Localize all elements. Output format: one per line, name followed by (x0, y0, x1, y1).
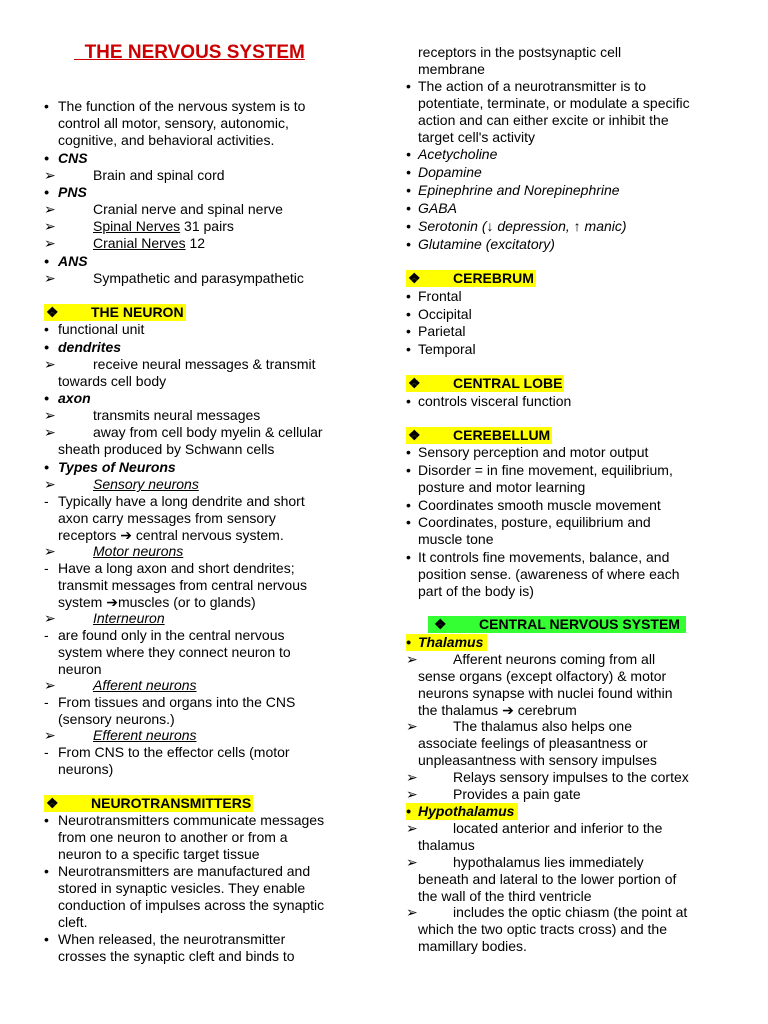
cb3-row (406, 497, 661, 514)
bullet-icon: • (44, 253, 49, 269)
nt3-text-2: crosses the synaptic cleft and binds to (58, 948, 295, 964)
neuron-heading (44, 304, 186, 321)
cranial-nerves-label: Cranial Nerves (93, 235, 186, 251)
bullet-icon: • (406, 200, 411, 216)
motor-text-2: transmit messages from central nervous (58, 577, 307, 593)
ans-item (44, 270, 304, 287)
nt1-row (44, 812, 324, 829)
axon-text-row-1 (44, 407, 260, 424)
cerebrum-heading-text: CEREBRUM (453, 270, 534, 286)
th1-text-3: neurons synapse with nuclei found within (418, 685, 673, 701)
thalamus-label: Thalamus (418, 634, 484, 650)
bullet-icon: • (406, 146, 411, 162)
bullet-icon: • (406, 803, 411, 819)
th2-row (406, 718, 632, 735)
ans-label-row (44, 253, 88, 270)
cerebrum-item-text: Frontal (418, 288, 462, 304)
cb4-row (406, 514, 651, 531)
arrow-bullet-icon: ➢ (44, 218, 56, 234)
cns-heading (428, 616, 686, 633)
neuron-unit-text: functional unit (58, 321, 145, 337)
axon-text-row-2 (44, 424, 323, 441)
cerebrum-heading (406, 270, 536, 287)
cb3-text: Coordinates smooth muscle movement (418, 497, 661, 513)
spinal-nerves-count: 31 pairs (184, 218, 234, 234)
arrow-bullet-icon: ➢ (44, 201, 56, 217)
th2-text-1: The thalamus also helps one (453, 718, 632, 734)
diamond-icon: ❖ (408, 375, 421, 391)
intro-bullet (44, 98, 305, 115)
nt-list-item (406, 146, 497, 163)
cerebrum-item (406, 341, 476, 358)
diamond-icon: ❖ (46, 304, 59, 320)
right-arrow-icon: ➔ (120, 527, 132, 543)
bullet-icon: • (406, 393, 411, 409)
cb5-text-2: position sense. (awareness of where each (418, 566, 680, 582)
neuron-unit (44, 321, 144, 338)
inter-text-2: system where they connect neuron to (58, 644, 291, 660)
page-title (74, 42, 334, 64)
arrow-bullet-icon: ➢ (44, 476, 56, 492)
hy2-text-2: beneath and lateral to the lower portion of (418, 871, 677, 887)
afferent-text-2: (sensory neurons.) (58, 711, 175, 727)
afferent-neurons-label: Afferent neurons (93, 677, 197, 693)
hy2-text-3: the wall of the third ventricle (418, 888, 592, 904)
axon-label-row (44, 390, 91, 407)
arrow-bullet-icon: ➢ (406, 651, 418, 667)
diamond-icon: ❖ (408, 270, 421, 286)
cerebrum-item (406, 323, 465, 340)
hy3-text-3: mamillary bodies. (418, 938, 527, 954)
intro-line-2: control all motor, sensory, autonomic, (58, 115, 289, 131)
sensory-text-3: receptors (58, 527, 117, 543)
neurotransmitters-heading (44, 795, 253, 812)
cranial-nerves-count: 12 (189, 235, 206, 251)
sensory-text-1: Typically have a long dendrite and short (58, 493, 305, 509)
inter-text-row (44, 627, 284, 644)
axon-text-1: transmits neural messages (93, 407, 261, 423)
th1-text-5: cerebrum (517, 702, 577, 718)
central-lobe-heading-text: CENTRAL LOBE (453, 375, 563, 391)
cerebrum-item (406, 306, 472, 323)
dash-icon: - (44, 627, 49, 643)
nt3-text-1: When released, the neurotransmitter (58, 931, 286, 947)
arrow-bullet-icon: ➢ (44, 610, 56, 626)
cb1-text: Sensory perception and motor output (418, 444, 649, 460)
cb1-row (406, 444, 648, 461)
nt1-text-3: neuron to a specific target tissue (58, 846, 260, 862)
title-text: THE NERVOUS SYSTEM (84, 42, 305, 63)
nt4-text-1: The action of a neurotransmitter is to (418, 78, 646, 94)
arrow-bullet-icon: ➢ (44, 407, 56, 423)
nt4-text-3: action and can either excite or inhibit the (418, 112, 669, 128)
bullet-icon: • (406, 514, 411, 530)
cns-heading-text: CENTRAL NERVOUS SYSTEM (479, 616, 680, 632)
right-arrow-icon: ➔ (106, 594, 118, 610)
nt-list-item (406, 164, 482, 181)
bullet-icon: • (406, 444, 411, 460)
sensory-text-row-3 (58, 527, 284, 544)
cranial-nerves-row (44, 235, 205, 252)
nt2-row (44, 863, 310, 880)
arrow-bullet-icon: ➢ (44, 235, 56, 251)
nt2-text-4: cleft. (58, 914, 88, 930)
spinal-nerves-row (44, 218, 234, 235)
sensory-label-row (44, 476, 199, 493)
dendrites-text-1: receive neural messages & transmit (93, 356, 316, 372)
arrow-bullet-icon: ➢ (44, 543, 56, 559)
cb4-text-2: muscle tone (418, 531, 494, 547)
afferent-text-row (44, 694, 295, 711)
bullet-icon: • (44, 931, 49, 947)
nt2-text-3: conduction of impulses across the synaptic (58, 897, 325, 913)
bullet-icon: • (406, 306, 411, 322)
bullet-icon: • (406, 323, 411, 339)
intro-line-1: The function of the nervous system is to (58, 98, 306, 114)
dash-icon: - (44, 493, 49, 509)
central-lobe-item-text: controls visceral function (418, 393, 572, 409)
bullet-icon: • (44, 339, 49, 355)
nt-list-text: Serotonin (↓ depression, ↑ manic) (418, 218, 627, 234)
cb2-row (406, 462, 673, 479)
pns-label: PNS (58, 184, 87, 200)
pns-item-text: Cranial nerve and spinal nerve (93, 201, 283, 217)
pns-item (44, 201, 283, 218)
dendrites-label: dendrites (58, 339, 122, 355)
nt3-row (44, 931, 285, 948)
motor-text-1: Have a long axon and short dendrites; (58, 560, 295, 576)
dash-icon: - (44, 744, 49, 760)
spinal-nerves-label: Spinal Nerves (93, 218, 181, 234)
nt3-cont-1: receptors in the postsynaptic cell (418, 44, 622, 60)
motor-text-4: muscles (or to glands) (117, 594, 256, 610)
nt3-cont-2: membrane (418, 61, 485, 77)
neurotransmitters-heading-text: NEUROTRANSMITTERS (91, 795, 252, 811)
th1-row (406, 651, 655, 668)
th1-text-1: Afferent neurons coming from all (453, 651, 656, 667)
thalamus-label-row (406, 634, 487, 651)
hy2-row (406, 854, 644, 871)
nt-list-text: Glutamine (excitatory) (418, 236, 555, 252)
hy2-text-1: hypothalamus lies immediately (453, 854, 644, 870)
types-of-neurons-label: Types of Neurons (58, 459, 176, 475)
dendrites-text-row (44, 356, 316, 373)
nt4-text-4: target cell's activity (418, 129, 536, 145)
cerebellum-heading-text: CEREBELLUM (453, 427, 551, 443)
th1-text-2: sense organs (except olfactory) & motor (418, 668, 667, 684)
inter-label-row (44, 610, 165, 627)
bullet-icon: • (44, 459, 49, 475)
intro-line-3: cognitive, and behavioral activities. (58, 132, 275, 148)
dendrites-text-2: towards cell body (58, 373, 167, 389)
nt1-text-1: Neurotransmitters communicate messages (58, 812, 325, 828)
interneuron-label: Interneuron (93, 610, 165, 626)
bullet-icon: • (406, 218, 411, 234)
arrow-bullet-icon: ➢ (406, 854, 418, 870)
bullet-icon: • (406, 634, 411, 650)
arrow-bullet-icon: ➢ (44, 727, 56, 743)
nt4-text-2: potentiate, terminate, or modulate a specific (418, 95, 690, 111)
diamond-icon: ❖ (46, 795, 59, 811)
bullet-icon: • (44, 812, 49, 828)
hy3-row (406, 904, 687, 921)
inter-text-3: neuron (58, 661, 102, 677)
bullet-icon: • (406, 341, 411, 357)
hy3-text-2: which the two optic tracts cross) and the (418, 921, 667, 937)
motor-text-row-3 (58, 594, 256, 611)
arrow-bullet-icon: ➢ (44, 167, 56, 183)
afferent-text-1: From tissues and organs into the CNS (58, 694, 296, 710)
dash-icon: - (44, 560, 49, 576)
cerebrum-item-text: Occipital (418, 306, 472, 322)
hy3-text-1: includes the optic chiasm (the point at (453, 904, 688, 920)
diamond-icon: ❖ (434, 616, 447, 632)
nt-list-item (406, 236, 555, 253)
nt-list-text: Acetycholine (418, 146, 498, 162)
cerebrum-item-text: Parietal (418, 323, 466, 339)
th2-text-3: unpleasantness with sensory impulses (418, 752, 657, 768)
bullet-icon: • (44, 321, 49, 337)
efferent-neurons-label: Efferent neurons (93, 727, 197, 743)
sensory-neurons-label: Sensory neurons (93, 476, 199, 492)
arrow-bullet-icon: ➢ (406, 820, 418, 836)
bullet-icon: • (406, 236, 411, 252)
right-arrow-icon: ➔ (502, 702, 514, 718)
bullet-icon: • (406, 497, 411, 513)
arrow-bullet-icon: ➢ (44, 356, 56, 372)
cb5-text-3: part of the body is) (418, 583, 534, 599)
cb5-text-1: It controls fine movements, balance, and (418, 549, 670, 565)
bullet-icon: • (44, 390, 49, 406)
cb4-text-1: Coordinates, posture, equilibrium and (418, 514, 651, 530)
motor-text-3: system (58, 594, 103, 610)
afferent-label-row (44, 677, 197, 694)
bullet-icon: • (406, 288, 411, 304)
bullet-icon: • (44, 98, 49, 114)
hy1-row (406, 820, 662, 837)
central-lobe-heading (406, 375, 564, 392)
nt-list-item (406, 218, 627, 235)
arrow-bullet-icon: ➢ (406, 769, 418, 785)
ans-label: ANS (58, 253, 88, 269)
bullet-icon: • (44, 863, 49, 879)
motor-text-row (44, 560, 295, 577)
motor-label-row (44, 543, 183, 560)
cns-item-text: Brain and spinal cord (93, 167, 225, 183)
cerebellum-heading (406, 427, 552, 444)
th4-text: Provides a pain gate (453, 786, 581, 802)
bullet-icon: • (406, 462, 411, 478)
bullet-icon: • (406, 182, 411, 198)
ans-item-text: Sympathetic and parasympathetic (93, 270, 304, 286)
cerebrum-item (406, 288, 462, 305)
hypothalamus-label-row (406, 803, 518, 820)
inter-text-1: are found only in the central nervous (58, 627, 285, 643)
arrow-bullet-icon: ➢ (406, 786, 418, 802)
cb2-text-2: posture and motor learning (418, 479, 586, 495)
hy1-text-2: thalamus (418, 837, 475, 853)
cns-label-row (44, 150, 88, 167)
nt2-text-1: Neurotransmitters are manufactured and (58, 863, 311, 879)
arrow-bullet-icon: ➢ (406, 718, 418, 734)
axon-text-2: away from cell body myelin & cellular (93, 424, 323, 440)
cb5-row (406, 549, 669, 566)
efferent-text-2: neurons) (58, 761, 114, 777)
th1-row-4 (418, 702, 577, 719)
dendrites-label-row (44, 339, 121, 356)
th3-text: Relays sensory impulses to the cortex (453, 769, 689, 785)
efferent-text-row (44, 744, 290, 761)
diamond-icon: ❖ (408, 427, 421, 443)
arrow-bullet-icon: ➢ (44, 424, 56, 440)
th4-row (406, 786, 581, 803)
cerebrum-item-text: Temporal (418, 341, 476, 357)
nt-list-text: GABA (418, 200, 457, 216)
nt2-text-2: stored in synaptic vesicles. They enable (58, 880, 306, 896)
th3-row (406, 769, 689, 786)
arrow-bullet-icon: ➢ (44, 270, 56, 286)
types-label-row (44, 459, 176, 476)
arrow-bullet-icon: ➢ (406, 904, 418, 920)
arrow-bullet-icon: ➢ (44, 677, 56, 693)
th2-text-2: associate feelings of pleasantness or (418, 735, 648, 751)
nt-list-item (406, 182, 620, 199)
efferent-text-1: From CNS to the effector cells (motor (58, 744, 290, 760)
axon-text-3: sheath produced by Schwann cells (58, 441, 275, 457)
neuron-heading-text: THE NEURON (91, 304, 184, 320)
bullet-icon: • (44, 150, 49, 166)
motor-neurons-label: Motor neurons (93, 543, 184, 559)
pns-label-row (44, 184, 87, 201)
bullet-icon: • (44, 184, 49, 200)
sensory-text-row (44, 493, 305, 510)
nt-list-item (406, 200, 457, 217)
dash-icon: - (44, 694, 49, 710)
efferent-label-row (44, 727, 197, 744)
cns-label: CNS (58, 150, 88, 166)
cb2-text-1: Disorder = in fine movement, equilibrium, (418, 462, 673, 478)
nt4-row (406, 78, 646, 95)
sensory-text-2: axon carry messages from sensory (58, 510, 276, 526)
cns-item (44, 167, 225, 184)
nt1-text-2: from one neuron to another or from a (58, 829, 288, 845)
hypothalamus-label: Hypothalamus (418, 803, 515, 819)
axon-label: axon (58, 390, 91, 406)
central-lobe-item (406, 393, 571, 410)
nt-list-text: Epinephrine and Norepinephrine (418, 182, 620, 198)
bullet-icon: • (406, 549, 411, 565)
bullet-icon: • (406, 164, 411, 180)
bullet-icon: • (406, 78, 411, 94)
th1-text-4: the thalamus (418, 702, 499, 718)
sensory-text-4: central nervous system. (135, 527, 284, 543)
nt-list-text: Dopamine (418, 164, 482, 180)
hy1-text-1: located anterior and inferior to the (453, 820, 663, 836)
